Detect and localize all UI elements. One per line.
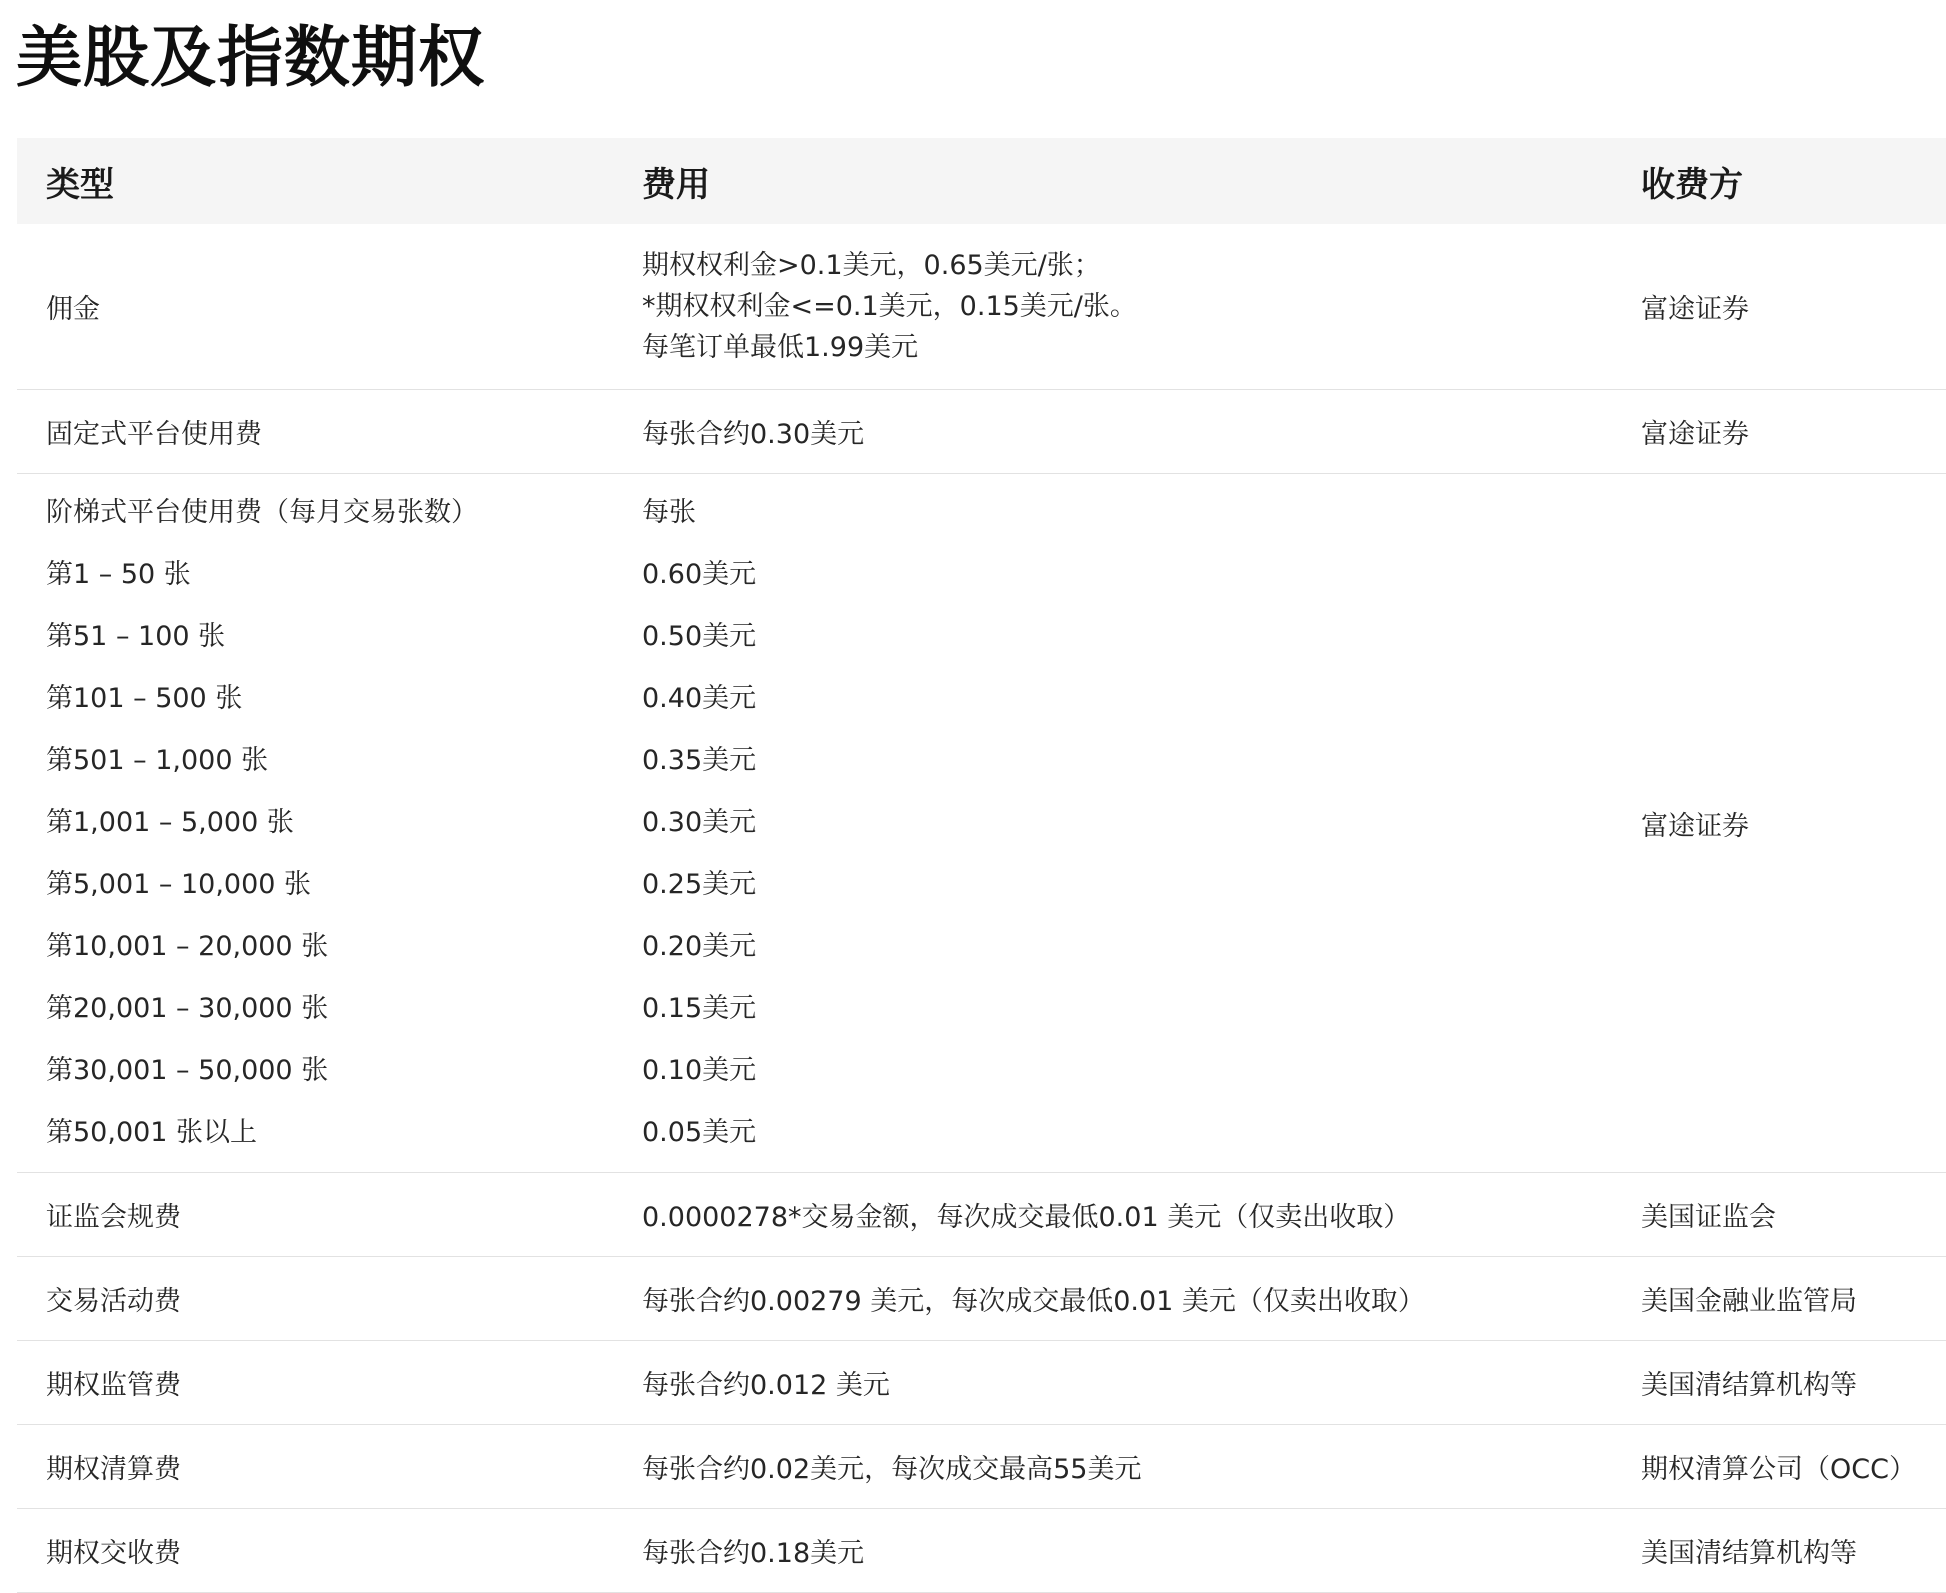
cell-type: 期权交收费 — [17, 1509, 613, 1593]
cell-collector: 美国清结算机构等 — [1612, 1341, 1946, 1425]
page-title: 美股及指数期权 — [16, 19, 485, 96]
cell-collector: 期权清算公司（OCC） — [1612, 1425, 1946, 1509]
cell-type: 佣金 — [17, 224, 613, 390]
cell-type: 期权监管费 — [17, 1341, 613, 1425]
tier-range-label: 第101 – 500 张 — [46, 683, 243, 714]
tier-range-label: 第1,001 – 5,000 张 — [46, 807, 294, 838]
commission-fee-line: 每笔订单最低1.99美元 — [642, 332, 919, 363]
tier-range-label: 第50,001 张以上 — [46, 1117, 258, 1148]
tier-fee-value: 0.05美元 — [642, 1117, 757, 1148]
table-row-tiered-platform — [17, 474, 1946, 1173]
tier-range-label: 第1 – 50 张 — [46, 559, 191, 590]
table-header-row — [17, 138, 1946, 224]
table-row — [17, 1341, 1946, 1425]
tier-range-label: 阶梯式平台使用费（每月交易张数） — [46, 497, 478, 528]
tier-fee-value: 0.10美元 — [642, 1055, 757, 1086]
cell-collector: 美国证监会 — [1612, 1173, 1946, 1257]
tier-fee-value: 0.40美元 — [642, 683, 757, 714]
tier-fee-value: 0.15美元 — [642, 993, 757, 1024]
cell-fee: 每张合约0.30美元 — [613, 390, 1612, 474]
cell-fee: 每张合约0.00279 美元，每次成交最低0.01 美元（仅卖出收取） — [613, 1257, 1612, 1341]
cell-fee: 每张合约0.02美元，每次成交最高55美元 — [613, 1425, 1612, 1509]
table-row — [17, 1425, 1946, 1509]
tier-range-label: 第20,001 – 30,000 张 — [46, 993, 329, 1024]
cell-collector: 富途证券 — [1612, 390, 1946, 474]
tier-range-label: 第51 – 100 张 — [46, 621, 226, 652]
table-row — [17, 1257, 1946, 1341]
cell-type: 证监会规费 — [17, 1173, 613, 1257]
fee-table — [17, 138, 1946, 1593]
table-row-fixed-platform — [17, 390, 1946, 474]
commission-fee-line: *期权权利金<=0.1美元，0.15美元/张。 — [642, 291, 1137, 322]
cell-collector: 美国金融业监管局 — [1612, 1257, 1946, 1341]
cell-collector: 富途证券 — [1612, 224, 1946, 390]
table-row — [17, 1173, 1946, 1257]
cell-type: 期权清算费 — [17, 1425, 613, 1509]
tier-fee-value: 每张 — [642, 497, 696, 528]
cell-fee — [613, 474, 1612, 1173]
cell-fee: 0.0000278*交易金额，每次成交最低0.01 美元（仅卖出收取） — [613, 1173, 1612, 1257]
tier-fee-value: 0.30美元 — [642, 807, 757, 838]
tier-fee-value: 0.25美元 — [642, 869, 757, 900]
cell-type: 固定式平台使用费 — [17, 390, 613, 474]
table-row-commission — [17, 224, 1946, 390]
cell-type: 交易活动费 — [17, 1257, 613, 1341]
cell-collector: 美国清结算机构等 — [1612, 1509, 1946, 1593]
header-type: 类型 — [46, 164, 114, 205]
tier-range-label: 第501 – 1,000 张 — [46, 745, 269, 776]
cell-fee — [613, 224, 1612, 390]
cell-collector: 富途证券 — [1612, 474, 1946, 1173]
header-fee: 费用 — [642, 164, 710, 205]
header-collector: 收费方 — [1641, 164, 1743, 205]
commission-fee-line: 期权权利金>0.1美元，0.65美元/张； — [642, 250, 1101, 281]
tier-range-label: 第30,001 – 50,000 张 — [46, 1055, 329, 1086]
tier-range-label: 第5,001 – 10,000 张 — [46, 869, 312, 900]
tier-fee-value: 0.50美元 — [642, 621, 757, 652]
cell-type — [17, 474, 613, 1173]
tier-fee-value: 0.60美元 — [642, 559, 757, 590]
tier-fee-value: 0.35美元 — [642, 745, 757, 776]
tier-fee-value: 0.20美元 — [642, 931, 757, 962]
tier-range-label: 第10,001 – 20,000 张 — [46, 931, 329, 962]
cell-fee: 每张合约0.012 美元 — [613, 1341, 1612, 1425]
cell-fee: 每张合约0.18美元 — [613, 1509, 1612, 1593]
